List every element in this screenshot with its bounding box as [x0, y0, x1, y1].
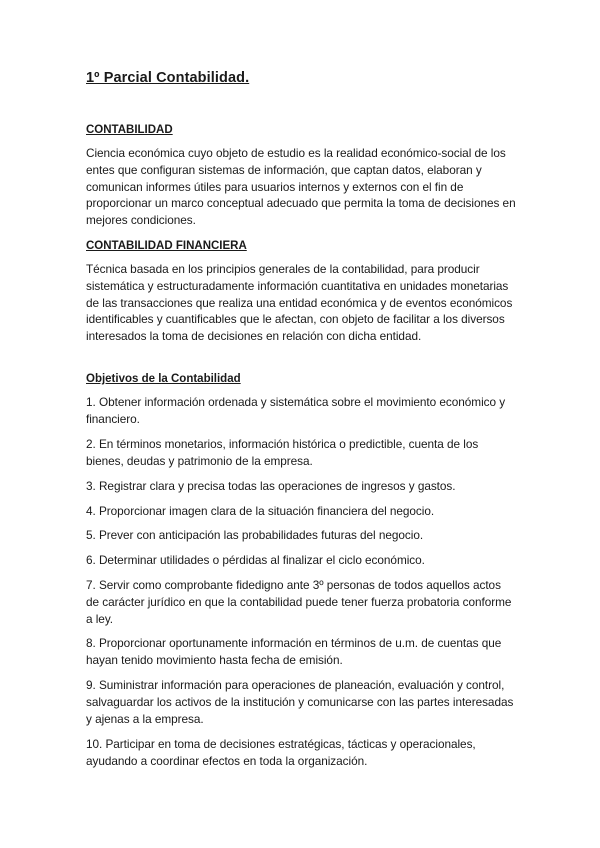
section-heading-contabilidad-financiera: CONTABILIDAD FINANCIERA	[86, 240, 247, 252]
objectives-heading: Objetivos de la Contabilidad	[86, 373, 241, 385]
section-heading-contabilidad: CONTABILIDAD	[86, 124, 173, 136]
objective-item: 7. Servir como comprobante fidedigno ante 3º personas de todos aquellos actos de carácter jurídico en que la contabilidad puede tener fuerza probatoria conforme a ley.	[86, 578, 512, 626]
section-paragraph-contabilidad-financiera: Técnica basada en los principios generales de la contabilidad, para producir sistemática y estructuradamente información cuantitativa en unidades monetarias de las transacciones que realiza una entidad económica y de eventos económicos identificables y cuantificables que le afectan, con objeto de facilitar a los diversos interesados la toma de decisiones en relación con dicha entidad.	[86, 262, 513, 344]
objective-item: 5. Prever con anticipación las probabilidades futuras del negocio.	[86, 528, 424, 542]
section-paragraph-contabilidad: Ciencia económica cuyo objeto de estudio es la realidad económico-social de los entes que configuran sistemas de información, que captan datos, elaboran y comunican informes útiles para usuarios internos y externos con el fin de proporcionar un marco conceptual adecuado que permita la toma de decisiones en mejores condiciones.	[86, 146, 516, 228]
document-title: 1º Parcial Contabilidad.	[86, 70, 250, 86]
objective-item: 9. Suministrar información para operaciones de planeación, evaluación y control, salvaguardar los activos de la institución y comunicarse con las partes interesadas y ajenas a la empresa.	[86, 678, 514, 726]
objective-item: 2. En términos monetarios, información histórica o predictible, cuenta de los bienes, deudas y patrimonio de la empresa.	[86, 437, 479, 468]
objective-item: 1. Obtener información ordenada y sistemática sobre el movimiento económico y financiero.	[86, 395, 506, 426]
objective-item: 8. Proporcionar oportunamente información en términos de u.m. de cuentas que hayan tenido movimiento hasta fecha de emisión.	[86, 636, 502, 667]
objective-item: 4. Proporcionar imagen clara de la situación financiera del negocio.	[86, 504, 435, 518]
objective-item: 10. Participar en toma de decisiones estratégicas, tácticas y operacionales, ayudando a coordinar efectos en toda la organización.	[86, 737, 476, 768]
objective-item: 3. Registrar clara y precisa todas las operaciones de ingresos y gastos.	[86, 479, 456, 493]
objective-item: 6. Determinar utilidades o pérdidas al finalizar el ciclo económico.	[86, 553, 425, 567]
